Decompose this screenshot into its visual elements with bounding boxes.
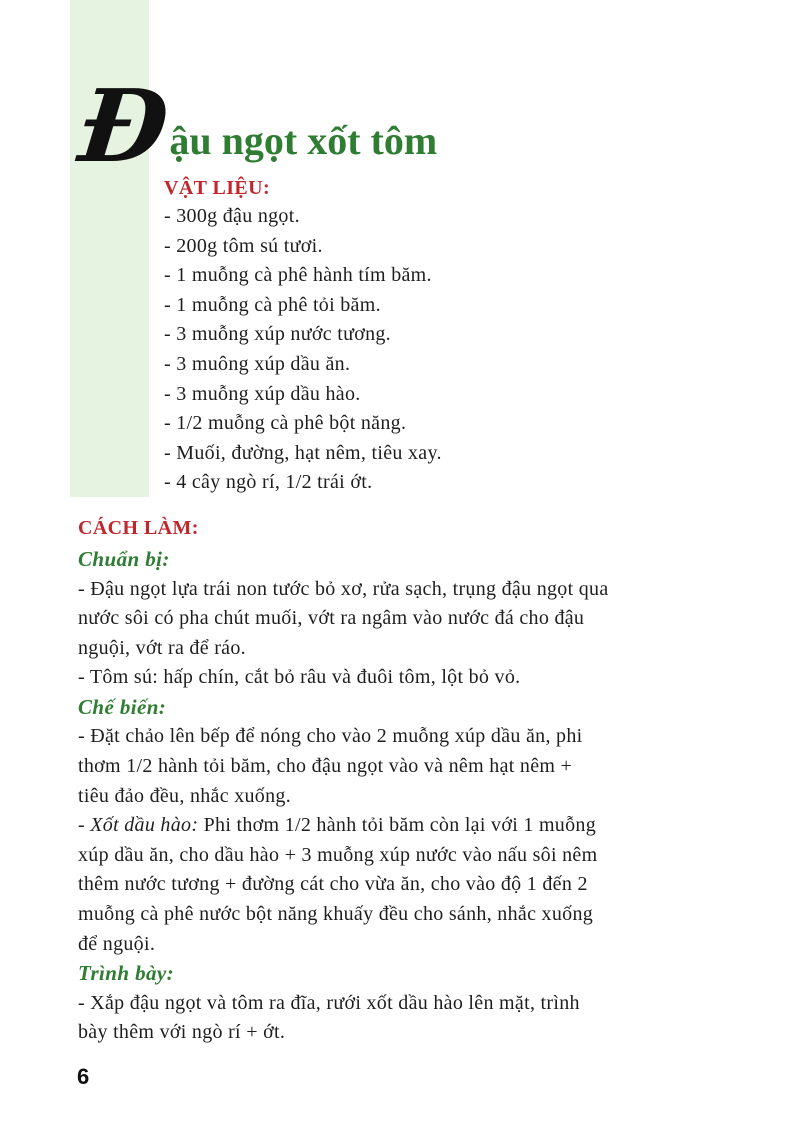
material-item: - 3 muỗng xúp dầu hào. (164, 382, 361, 405)
material-item: - 300g đậu ngọt. (164, 205, 300, 227)
cook-paragraph-2 (78, 811, 728, 959)
materials-heading: VẬT LIỆU: (164, 177, 271, 199)
material-item: - Muối, đường, hạt nêm, tiêu xay. (164, 441, 442, 464)
prep-paragraph-2: - Tôm sú: hấp chín, cắt bỏ râu và đuôi tôm, lột bỏ vỏ. (78, 666, 521, 689)
materials-section (164, 174, 442, 498)
text-line: - Đậu ngọt lựa trái non tước bỏ xơ, rửa sạch, trụng đậu ngọt qua (78, 577, 609, 600)
serve-heading: Trình bày: (78, 961, 174, 986)
material-item: - 3 muỗng xúp nước tương. (164, 323, 391, 346)
text-line: muỗng cà phê nước bột năng khuấy đều cho sánh, nhắc xuống (78, 902, 594, 925)
material-item: - 1/2 muỗng cà phê bột năng. (164, 412, 407, 435)
text-line: Phi thơm 1/2 hành tỏi băm còn lại với 1 muỗng (198, 814, 597, 837)
material-item: - 200g tôm sú tươi. (164, 234, 323, 257)
text-line: - Xắp đậu ngọt và tôm ra đĩa, rưới xốt dầu hào lên mặt, trình (78, 991, 580, 1014)
title-drop-cap: Đ (73, 67, 174, 185)
text-line: thêm nước tương + đường cát cho vừa ăn, cho vào độ 1 đến 2 (78, 873, 588, 896)
page-number: 6 (77, 1064, 90, 1089)
prep-paragraph-1 (78, 575, 728, 664)
text-line: xúp dầu ăn, cho dầu hào + 3 muỗng xúp nước vào nấu sôi nêm (78, 843, 598, 866)
sauce-label: - Xốt dầu hào: (78, 814, 199, 837)
method-section (78, 514, 728, 1048)
materials-list (164, 202, 442, 498)
material-item: - 1 muỗng cà phê hành tím băm. (164, 264, 432, 287)
title-text: ậu ngọt xốt tôm (169, 118, 438, 163)
recipe-title (73, 67, 438, 185)
cook-paragraph-1 (78, 722, 728, 811)
text-line: nước sôi có pha chút muối, vớt ra ngâm vào nước đá cho đậu (78, 607, 585, 630)
text-line: - Đặt chảo lên bếp để nóng cho vào 2 muỗng xúp dầu ăn, phi (78, 725, 583, 748)
cook-heading: Chế biến: (78, 694, 167, 719)
text-line: thơm 1/2 hành tỏi băm, cho đậu ngọt vào và nêm hạt nêm + (78, 754, 573, 777)
material-item: - 1 muỗng cà phê tỏi băm. (164, 293, 381, 316)
text-line: bày thêm với ngò rí + ớt. (78, 1021, 286, 1044)
material-item: - 4 cây ngò rí, 1/2 trái ớt. (164, 471, 373, 494)
text-line: tiêu đảo đều, nhắc xuống. (78, 784, 291, 807)
method-heading: CÁCH LÀM: (78, 517, 199, 539)
prep-heading: Chuẩn bị: (78, 547, 170, 571)
serve-paragraph (78, 989, 728, 1048)
material-item: - 3 muông xúp dầu ăn. (164, 352, 351, 375)
text-line: nguội, vớt ra để ráo. (78, 636, 246, 659)
text-line: để nguội. (78, 932, 156, 955)
